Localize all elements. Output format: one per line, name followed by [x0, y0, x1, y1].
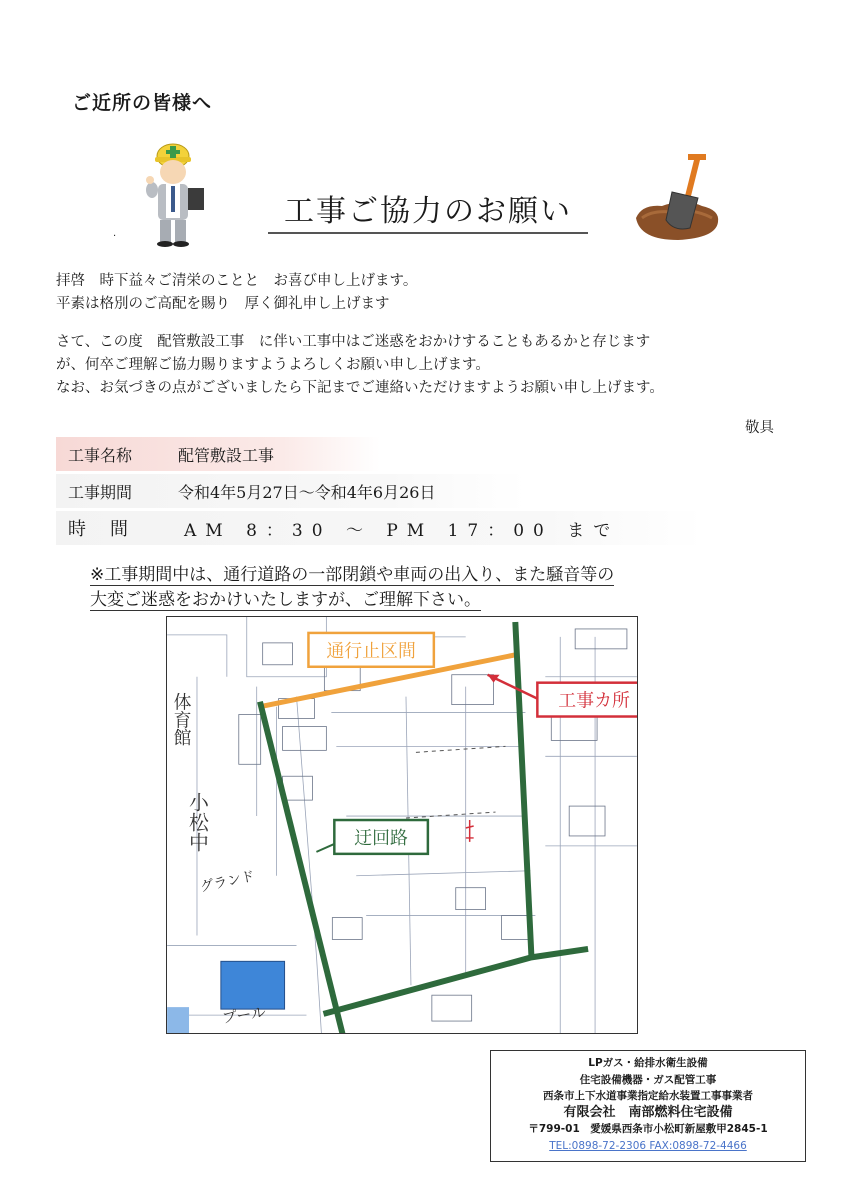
- worker-illustration-icon: [140, 138, 220, 248]
- greeting-heading: ご近所の皆様へ: [72, 92, 213, 114]
- area-map: [166, 616, 638, 1034]
- shovel-illustration-icon: [632, 148, 722, 244]
- notice-line: 大変ご迷惑をおかけいたしますが、ご理解下さい。: [90, 590, 481, 610]
- company-line: LPガス・給排水衛生設備: [588, 1057, 708, 1069]
- closed-section-label: 通行止区間: [326, 640, 416, 662]
- text-line: なお、お気づきの点がございましたら下記までご連絡いただけますようお願い申し上げます。: [56, 380, 664, 396]
- pool-label: プール: [220, 1003, 267, 1028]
- intro-paragraph: [56, 270, 417, 316]
- notice-line: ※工事期間中は、通行道路の一部閉鎖や車両の出入り、また騒音等の: [90, 565, 615, 585]
- text-line: が、何卒ご理解ご協力賜りますようよろしくお願い申し上げます。: [56, 357, 490, 373]
- construction-time-label: 時間: [68, 519, 152, 540]
- notice-text: [90, 563, 614, 613]
- construction-name-value: 配管敷設工事: [178, 445, 275, 465]
- construction-period-row: [56, 474, 526, 508]
- text-line: さて、この度 配管敷設工事 に伴い工事中はご迷惑をおかけすることもあるかと存じます: [56, 334, 651, 350]
- request-paragraph: [56, 331, 664, 400]
- text-line: 平素は格別のご高配を賜り 厚く御礼申し上げます: [56, 296, 390, 312]
- gym-label: 体育館: [170, 692, 192, 747]
- company-line: 住宅設備機器・ガス配管工事: [579, 1073, 717, 1086]
- construction-name-row: [56, 437, 380, 471]
- construction-period-label: 工事期間: [68, 482, 133, 502]
- company-address: 〒799-01 愛媛県西条市小松町新屋敷甲2845-1: [528, 1123, 768, 1135]
- closing-word: 敬具: [745, 420, 774, 436]
- stray-dot: ·: [113, 231, 117, 242]
- school-label: 小松中: [185, 792, 209, 852]
- company-name: 有限会社 南部燃料住宅設備: [563, 1104, 733, 1120]
- company-info-box: [490, 1050, 806, 1162]
- ground-label: グランド: [198, 868, 257, 896]
- work-site-label: 工事カ所: [558, 690, 630, 712]
- company-tel-fax[interactable]: TEL:0898-72-2306 FAX:0898-72-4466: [549, 1139, 747, 1152]
- construction-time-row: [56, 511, 704, 545]
- detour-label: 迂回路: [354, 827, 408, 849]
- text-line: 拝啓 時下益々ご清栄のことと お喜び申し上げます。: [56, 273, 418, 289]
- construction-name-label: 工事名称: [68, 445, 133, 465]
- page-title: 工事ご協力のお願い: [268, 186, 588, 234]
- construction-time-value: AM 8：30 ～ PM 17：00 まで: [184, 520, 620, 541]
- construction-period-value: 令和4年5月27日～令和4年6月26日: [178, 482, 436, 502]
- company-line: 西条市上下水道事業指定給水装置工事事業者: [543, 1090, 753, 1102]
